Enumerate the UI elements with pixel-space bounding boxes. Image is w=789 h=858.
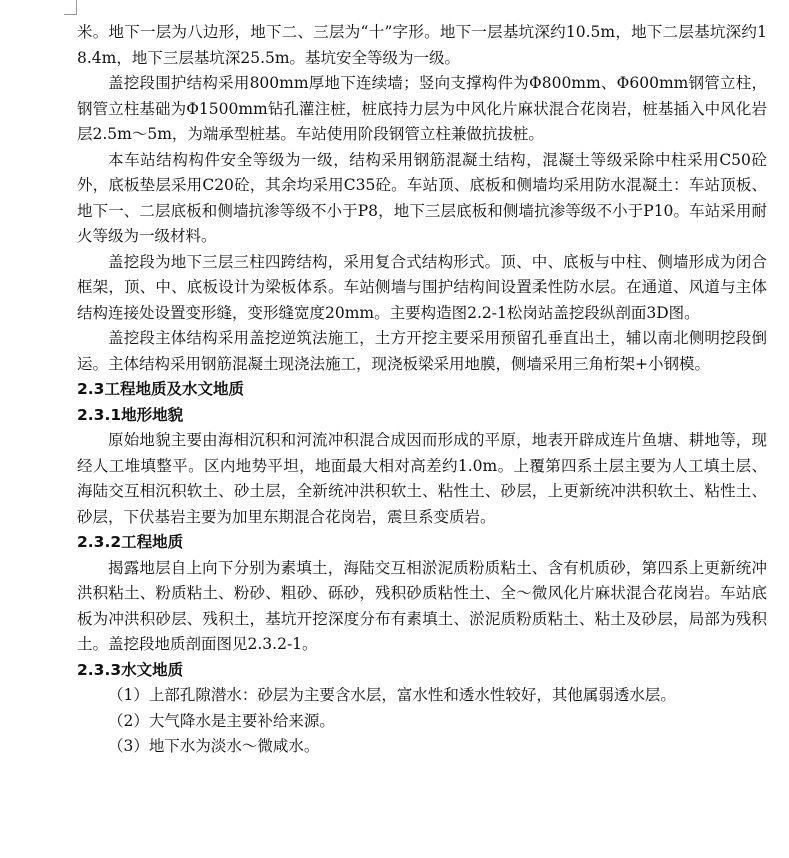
document-body xyxy=(77,20,767,760)
list-item: （2）大气降水是主要补给来源。 xyxy=(108,711,335,730)
paragraph-continuation: 米。地下一层为八边形，地下二、三层为“十”字形。地下一层基坑深约10.5m，地下二层基坑深约18.4m，地下三层基坑深25.5m。基坑安全等级为一级。 xyxy=(77,23,767,67)
section-heading-2-3-1: 2.3.1地形地貌 xyxy=(77,405,184,424)
paragraph-retaining-structure: 盖挖段围护结构采用800mm厚地下连续墙；竖向支撑构件为Φ800mm、Φ600mm钢管立柱，钢管立柱基础为Φ1500mm钻孔灌注桩，桩底持力层为中风化片麻状混合花岗岩，桩基插入中风化岩层2.5m～5m，为端承型桩基。车站使用阶段钢管立柱兼做抗拔桩。 xyxy=(77,74,767,143)
list-item: （1）上部孔隙潜水：砂层为主要含水层，富水性和透水性较好，其他属弱透水层。 xyxy=(108,686,676,704)
section-heading-2-3-3: 2.3.3水文地质 xyxy=(77,660,184,679)
paragraph-construction-method: 盖挖段主体结构采用盖挖逆筑法施工，土方开挖主要采用预留孔垂直出土，辅以南北侧明挖段倒运。主体结构采用钢筋混凝土现浇法施工，现浇板梁采用地膜，侧墙采用三角桁架+小钢模。 xyxy=(77,329,767,373)
page-corner-mark xyxy=(64,0,77,15)
paragraph-landform: 原始地貌主要由海相沉积和河流冲积混合成因而形成的平原，地表开辟成连片鱼塘、耕地等，现经人工堆填整平。区内地势平坦，地面最大相对高差约1.0m。上覆第四系土层主要为人工填土层、海陆交互相沉积软土、砂土层，全新统冲洪积软土、粘性土、砂层，上更新统冲洪积软土、粘性土、砂层，下伏基岩主要为加里东期混合花岗岩，震旦系变质岩。 xyxy=(77,431,767,526)
list-item: （3）地下水为淡水～微咸水。 xyxy=(108,737,320,755)
paragraph-structural-safety: 本车站结构构件安全等级为一级，结构采用钢筋混凝土结构，混凝土等级采除中柱采用C50砼外，底板垫层采用C20砼，其余均采用C35砼。车站顶、底板和侧墙均采用防水混凝土：车站顶板、地下一、二层底板和侧墙抗渗等级不小于P8，地下三层底板和侧墙抗渗等级不小于P10。车站采用耐火等级为一级材料。 xyxy=(77,150,767,245)
section-heading-2-3-2: 2.3.2工程地质 xyxy=(77,533,184,551)
paragraph-structure-form: 盖挖段为地下三层三柱四跨结构，采用复合式结构形式。顶、中、底板与中柱、侧墙形成为闭合框架，顶、中、底板设计为梁板体系。车站侧墙与围护结构间设置柔性防水层。在通道、风道与主体结构连接处设置变形缝，变形缝宽度20mm。主要构造图2.2-1松岗站盖挖段纵剖面3D图。 xyxy=(77,252,767,322)
paragraph-engineering-geology: 揭露地层自上向下分别为素填土，海陆交互相淤泥质粉质粘土、含有机质砂，第四系上更新统冲洪积粘土、粉质粘土、粉砂、粗砂、砾砂，残积砂质粘性土、全～微风化片麻状混合花岗岩。车站底板为冲洪积砂层、残积土，基坑开挖深度分布有素填土、淤泥质粉质粘土、粘土及砂层，局部为残积土。盖挖段地质剖面图见2.3.2-1。 xyxy=(77,558,767,653)
section-heading-2-3: 2.3工程地质及水文地质 xyxy=(77,380,244,398)
